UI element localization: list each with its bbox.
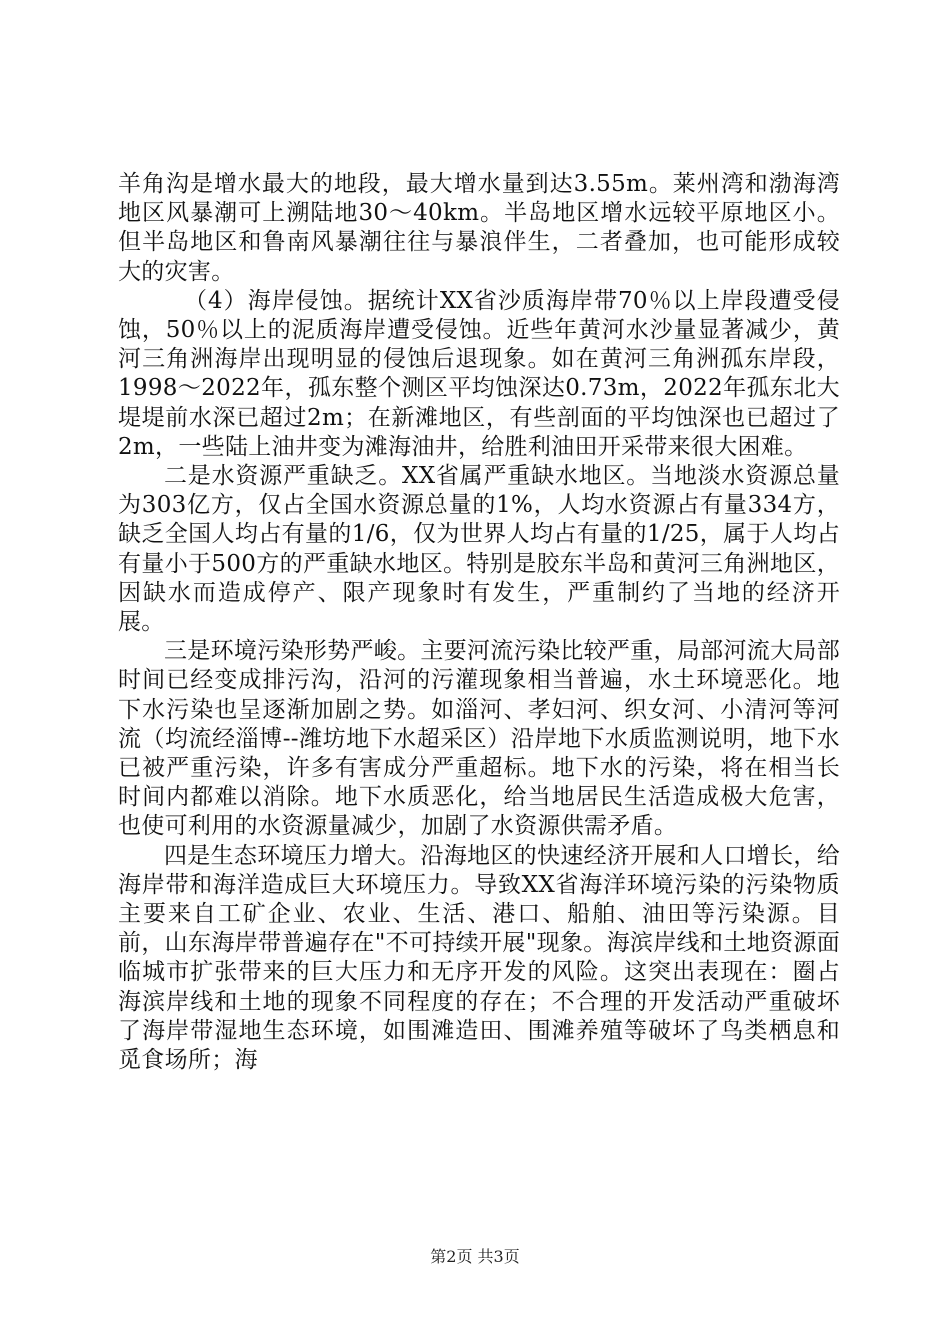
paragraph-coastal-erosion: （4）海岸侵蚀。据统计XX省沙质海岸带70％以上岸段遭受侵蚀，50％以上的泥质海岸遭受侵蚀。近些年黄河水沙量显著减少，黄河三角洲海岸出现明显的侵蚀后退现象。如在黄河三角洲孤东岸段，1998～2022年，孤东整个测区平均蚀深达0.73m，2022年孤东北大堤堤前水深已超过2m；在新滩地区，有些剖面的平均蚀深也已超过了2m，一些陆上油井变为滩海油井，给胜利油田开采带来很大困难。	[118, 287, 840, 460]
paragraph-ecological-pressure: 四是生态环境压力增大。沿海地区的快速经济开展和人口增长，给海岸带和海洋造成巨大环境压力。导致XX省海洋环境污染的污染物质主要来自工矿企业、农业、生活、港口、船舶、油田等污染源。目前，山东海岸带普遍存在"不可持续开展"现象。海滨岸线和土地资源面临城市扩张带来的巨大压力和无序开发的风险。这突出表现在：圈占海滨岸线和土地的现象不同程度的存在；不合理的开发活动严重破坏了海岸带湿地生态环境，如围滩造田、围滩养殖等破坏了鸟类栖息和觅食场所；海	[118, 842, 840, 1074]
paragraph-water-shortage: 二是水资源严重缺乏。XX省属严重缺水地区。当地淡水资源总量为303亿方，仅占全国水资源总量的1%，人均水资源占有量334方，缺乏全国人均占有量的1/6，仅为世界人均占有量的1/25，属于人均占有量小于500方的严重缺水地区。特别是胶东半岛和黄河三角洲地区，因缺水而造成停产、限产现象时有发生，严重制约了当地的经济开展。	[118, 463, 840, 636]
paragraph-storm-surge-continued: 羊角沟是增水最大的地段，最大增水量到达3.55m。莱州湾和渤海湾地区风暴潮可上溯陆地30～40km。半岛地区增水远较平原地区小。但半岛地区和鲁南风暴潮往往与暴浪伴生，二者叠加，也可能形成较大的灾害。	[118, 171, 840, 285]
page-number-footer: 第2页 共3页	[430, 1247, 520, 1266]
paragraph-pollution: 三是环境污染形势严峻。主要河流污染比较严重，局部河流大局部时间已经变成排污沟，沿河的污灌现象相当普遍，水土环境恶化。地下水污染也呈逐渐加剧之势。如淄河、孝妇河、织女河、小清河等河流（均流经淄博--潍坊地下水超采区）沿岸地下水质监测说明，地下水已被严重污染，许多有害成分严重超标。地下水的污染，将在相当长时间内都难以消除。地下水质恶化，给当地居民生活造成极大危害，也使可利用的水资源量减少，加剧了水资源供需矛盾。	[118, 638, 840, 840]
document-body	[118, 170, 840, 1075]
